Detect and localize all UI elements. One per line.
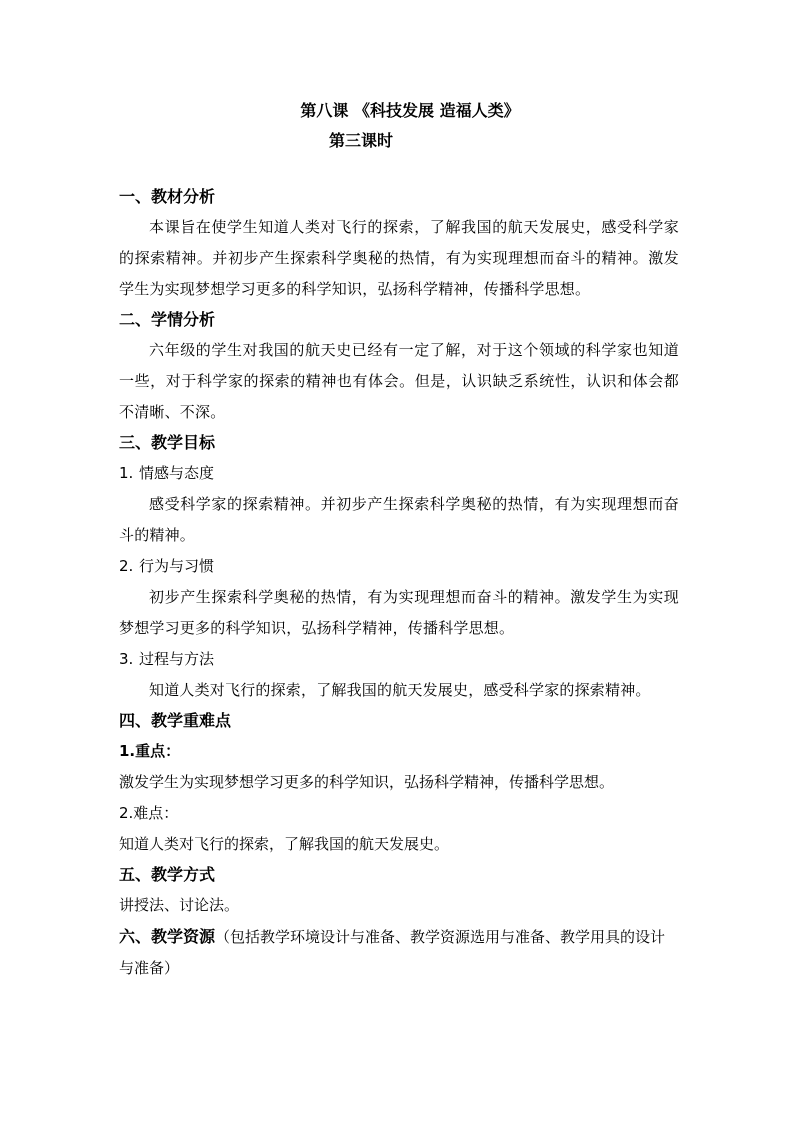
goal-item-heading: [119, 644, 679, 675]
section-heading-teaching-resources: 六、教学资源: [119, 927, 216, 946]
section-teaching-resources: [119, 921, 679, 984]
section-heading-student-analysis: 二、学情分析: [119, 310, 216, 329]
section-paragraph-student-analysis: 六年级的学生对我国的航天史已经有一定了解，对于这个领域的科学家也知道一些，对于科学家的探索的精神也有体会。但是，认识缺乏系统性，认识和体会都不清晰、不深。: [119, 341, 679, 421]
goal-item-number: 2.: [119, 557, 134, 575]
key-point-label: 1.重点：: [119, 742, 181, 760]
goal-item-heading: [119, 458, 679, 489]
goal-item-number: 3.: [119, 650, 134, 668]
difficult-point-label: 2.难点：: [119, 804, 179, 822]
goal-item-number: 1.: [119, 464, 134, 482]
goal-item-label: 情感与态度: [139, 464, 215, 482]
goal-item-label: 行为与习惯: [139, 557, 215, 575]
lesson-title: 第八课 《科技发展 造福人类》: [300, 101, 520, 120]
teaching-method-text: 讲授法、讨论法。: [119, 896, 240, 914]
document-body: [119, 96, 679, 984]
key-point-text: 激发学生为实现梦想学习更多的科学知识，弘扬科学精神，传播科学思想。: [119, 773, 615, 791]
section-heading-teaching-material: 一、教材分析: [119, 187, 216, 206]
section-heading-teaching-method: 五、教学方式: [119, 865, 216, 884]
goal-item-paragraph: 初步产生探索科学奥秘的热情，有为实现理想而奋斗的精神。激发学生为实现梦想学习更多的科学知识，弘扬科学精神，传播科学思想。: [119, 588, 679, 637]
teaching-resources-text: （包括教学环境设计与准备、教学资源选用与准备、教学用具的设计与准备）: [119, 928, 666, 977]
goal-item-label: 过程与方法: [139, 650, 215, 668]
goal-item-paragraph: 感受科学家的探索精神。并初步产生探索科学奥秘的热情，有为实现理想而奋斗的精神。: [119, 495, 679, 544]
goal-item-heading: [119, 551, 679, 582]
section-heading-teaching-goals: 三、教学目标: [119, 433, 216, 452]
goal-item-paragraph: 知道人类对飞行的探索，了解我国的航天发展史，感受科学家的探索精神。: [149, 681, 651, 699]
lesson-subtitle: 第三课时: [329, 131, 394, 150]
difficult-point-text: 知道人类对飞行的探索，了解我国的航天发展史。: [119, 835, 450, 853]
section-paragraph-teaching-material: 本课旨在使学生知道人类对飞行的探索，了解我国的航天发展史，感受科学家的探索精神。并初步产生探索科学奥秘的热情，有为实现理想而奋斗的精神。激发学生为实现梦想学习更多的科学知识，弘扬科学精神，传播科学思想。: [119, 218, 679, 298]
section-heading-key-points: 四、教学重难点: [119, 711, 232, 730]
